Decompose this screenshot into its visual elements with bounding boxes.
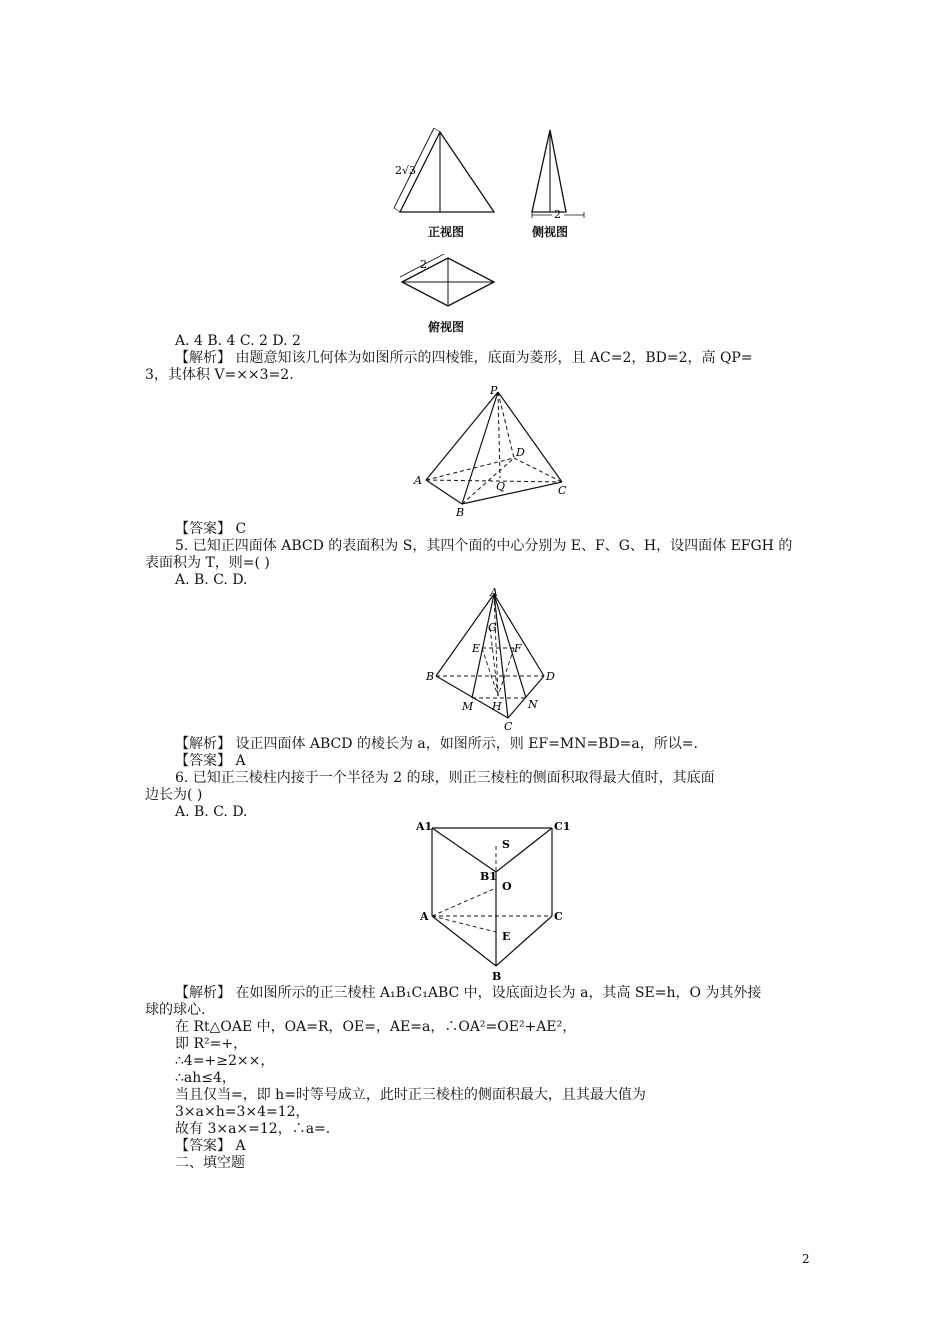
prism-figure — [414, 818, 576, 980]
q6-analysis-line9: 故有 3×a×=12，∴a=. — [175, 1121, 331, 1137]
pyramid-label-p: P — [490, 384, 498, 397]
page-number: 2 — [802, 1252, 810, 1266]
q5-stem-line2: 表面积为 T，则=( ) — [145, 555, 270, 571]
top-view-figure — [398, 252, 498, 312]
pyramid-label-d: D — [516, 446, 525, 459]
q4-answer: 【答案】 C — [175, 521, 247, 537]
tetra-label-b: B — [426, 670, 435, 683]
prism-label-s: S — [502, 838, 510, 851]
q6-analysis-line7: 当且仅当=，即 h=时等号成立，此时正三棱柱的侧面积最大，且其最大值为 — [175, 1087, 646, 1103]
prism-label-b: B — [492, 970, 502, 980]
side-view-dim-label: 2 — [554, 208, 561, 218]
q6-analysis-line6: ∴ah≤4， — [175, 1070, 236, 1086]
top-view-caption: 俯视图 — [428, 320, 465, 334]
tetra-label-h: H — [492, 700, 502, 713]
q5-analysis: 【解析】 设正四面体 ABCD 的棱长为 a，如图所示，则 EF=MN=BD=a，所以=. — [175, 736, 698, 752]
tetra-label-d: D — [546, 670, 555, 683]
tetra-label-g: G — [488, 621, 497, 634]
q4-options: A. 4 B. 4 C. 2 D. 2 — [175, 333, 301, 349]
q5-options: A. B. C. D. — [175, 572, 248, 588]
front-view-dim-label: 2√3 — [395, 164, 417, 177]
tetra-label-c: C — [504, 720, 513, 732]
prism-label-a: A — [420, 910, 429, 923]
tetrahedron-figure — [424, 586, 564, 732]
prism-label-c: C — [554, 910, 563, 923]
q6-analysis-line4: 即 R²=+， — [175, 1036, 248, 1052]
prism-label-e: E — [502, 930, 511, 943]
prism-label-b1: B1 — [480, 870, 497, 883]
tetra-label-n: N — [528, 698, 538, 711]
q6-analysis-line2: 球的球心. — [145, 1002, 206, 1018]
q6-analysis-line1: 【解析】 在如图所示的正三棱柱 A₁B₁C₁ABC 中，设底面边长为 a，其高 SE=h，O 为其外接 — [175, 985, 762, 1001]
tetra-label-m: M — [462, 700, 474, 713]
side-view-figure — [526, 126, 588, 218]
pyramid-label-q: Q — [496, 480, 506, 493]
front-view-figure — [392, 126, 500, 218]
tetra-label-e: E — [472, 642, 481, 655]
pyramid-label-c: C — [558, 484, 567, 497]
q6-analysis-line8: 3×a×h=3×4=12， — [175, 1104, 310, 1120]
pyramid-label-b: B — [456, 506, 465, 516]
prism-label-a1: A1 — [416, 820, 433, 833]
q4-analysis-line1: 【解析】 由题意知该几何体为如图所示的四棱锥，底面为菱形，且 AC=2，BD=2，高 QP= — [175, 350, 753, 366]
q6-analysis-line5: ∴4=+≥2××， — [175, 1053, 275, 1069]
q4-analysis-line2: 3，其体积 V=××3=2. — [145, 367, 294, 383]
pyramid-label-a: A — [414, 474, 422, 487]
q6-options: A. B. C. D. — [175, 804, 248, 820]
prism-label-o: O — [502, 880, 512, 893]
q6-answer: 【答案】 A — [175, 1138, 246, 1154]
q6-stem-line2: 边长为( ) — [145, 787, 203, 803]
pyramid-figure — [412, 382, 582, 516]
side-view-caption: 侧视图 — [532, 225, 569, 239]
tetra-label-a: A — [490, 586, 498, 599]
top-view-dim-label: 2 — [420, 258, 427, 271]
tetra-label-f: F — [514, 642, 522, 655]
q6-analysis-line3: 在 Rt△OAE 中，OA=R，OE=，AE=a，∴OA²=OE²+AE²， — [175, 1019, 577, 1035]
prism-label-c1: C1 — [554, 820, 571, 833]
q5-answer: 【答案】 A — [175, 753, 246, 769]
q6-stem-line1: 6. 已知正三棱柱内接于一个半径为 2 的球，则正三棱柱的侧面积取得最大值时，其底面 — [175, 770, 715, 786]
section-heading-fill-in: 二、填空题 — [175, 1155, 245, 1171]
front-view-caption: 正视图 — [428, 225, 465, 239]
q5-stem-line1: 5. 已知正四面体 ABCD 的表面积为 S，其四个面的中心分别为 E、F、G、H，设四面体 EFGH 的 — [175, 538, 793, 554]
